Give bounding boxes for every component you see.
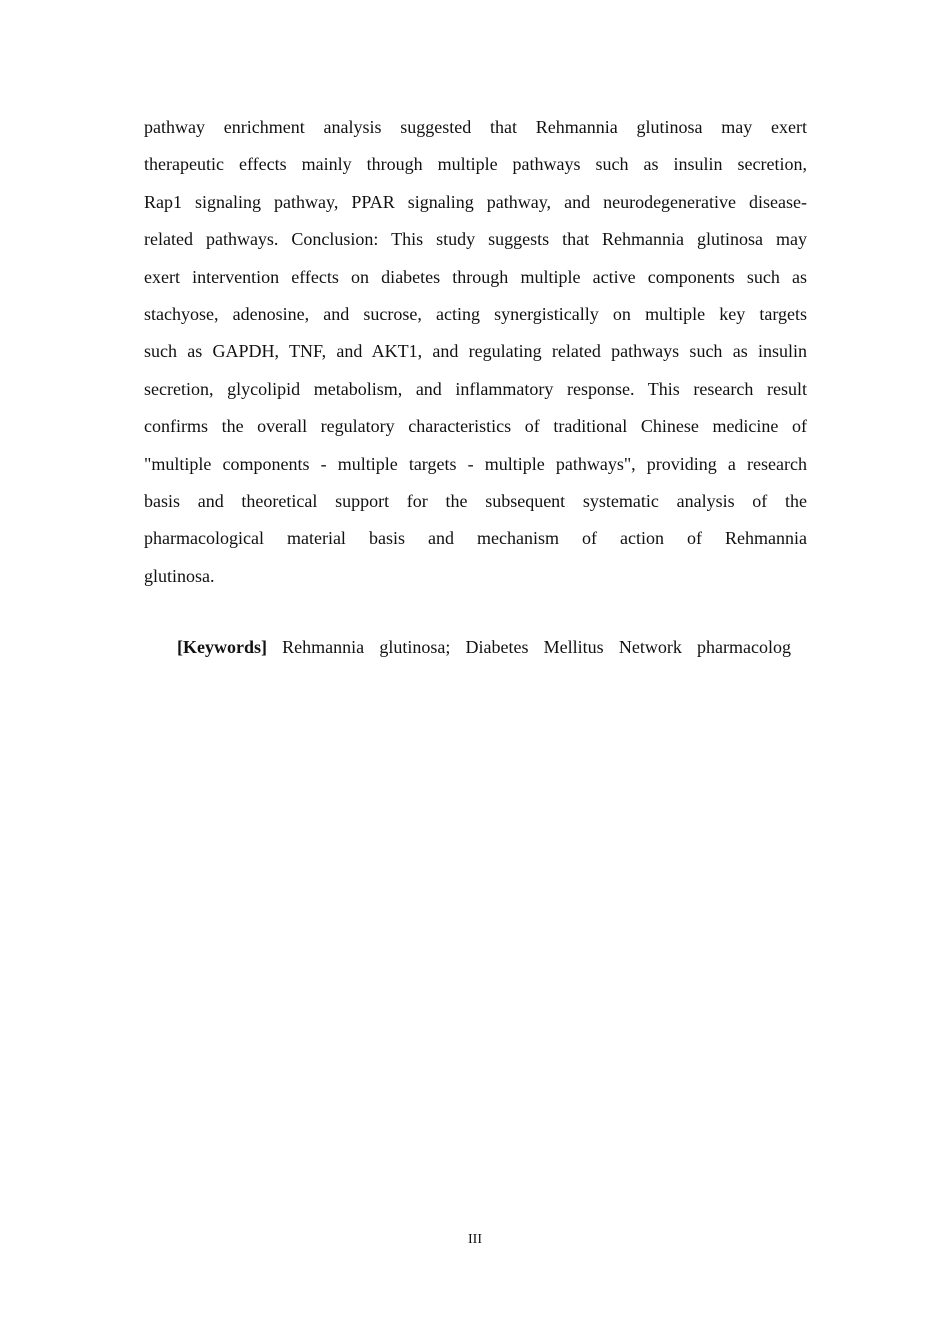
abstract-line: such as GAPDH, TNF, and AKT1, and regulating related pathways such as insulin bbox=[144, 341, 807, 362]
page-number: III bbox=[468, 1232, 482, 1247]
abstract-line: secretion, glycolipid metabolism, and inflammatory response. This research result bbox=[144, 378, 807, 399]
abstract-line: therapeutic effects mainly through multiple pathways such as insulin secretion, bbox=[144, 154, 807, 175]
abstract-line: confirms the overall regulatory characteristics of traditional Chinese medicine of bbox=[144, 416, 807, 437]
keywords-line bbox=[177, 629, 791, 666]
keywords-label: [Keywords] bbox=[177, 637, 267, 657]
keywords-text: Rehmannia glutinosa; Diabetes Mellitus Network pharmacolog bbox=[282, 637, 791, 657]
abstract-paragraph bbox=[144, 109, 807, 595]
abstract-line: Rap1 signaling pathway, PPAR signaling pathway, and neurodegenerative disease- bbox=[144, 191, 807, 212]
abstract-line: glutinosa. bbox=[144, 565, 215, 586]
abstract-line: "multiple components - multiple targets - multiple pathways", providing a research bbox=[144, 453, 807, 474]
abstract-line: stachyose, adenosine, and sucrose, acting synergistically on multiple key targets bbox=[144, 303, 807, 324]
abstract-line: basis and theoretical support for the subsequent systematic analysis of the bbox=[144, 490, 807, 511]
abstract-line: related pathways. Conclusion: This study suggests that Rehmannia glutinosa may bbox=[144, 229, 807, 250]
abstract-line: pathway enrichment analysis suggested that Rehmannia glutinosa may exert bbox=[144, 117, 807, 137]
abstract-line: exert intervention effects on diabetes through multiple active components such as bbox=[144, 266, 807, 287]
abstract-line: pharmacological material basis and mechanism of action of Rehmannia bbox=[144, 528, 807, 549]
